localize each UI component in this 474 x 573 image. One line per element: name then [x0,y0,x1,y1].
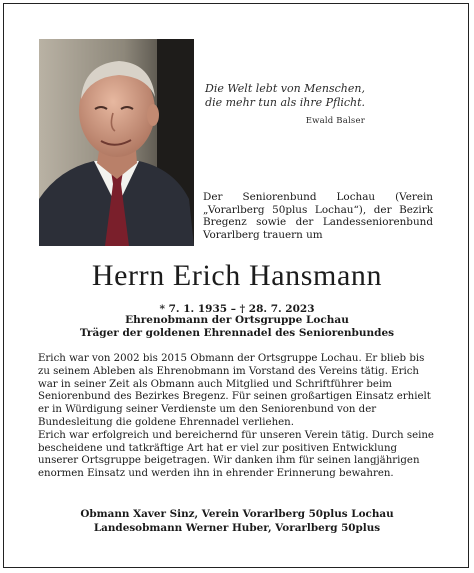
intro-text: Der Seniorenbund Lochau (Verein „Vorarlberg 50plus Lochau“), der Bezirk Bregenz sowie der Landesseniorenbund Vorarlberg trauern um [203,191,433,241]
signer-line: Landesobmann Werner Huber, Vorarlberg 50plus [93,521,381,534]
obituary-body [38,353,436,481]
life-dates: * 7. 1. 1935 – † 28. 7. 2023 [159,303,315,315]
quote-line: Die Welt lebt von Menschen, [205,82,365,95]
honorary-titles [0,314,474,339]
signatories [0,508,474,535]
title-line: Ehrenobmann der Ortsgruppe Lochau [125,314,349,326]
deceased-name: Herrn Erich Hansmann [91,259,383,292]
title-line: Träger der goldenen Ehrennadel des Seniorenbundes [79,326,395,339]
body-paragraph: Erich war erfolgreich und bereichernd für unseren Verein tätig. Durch seine bescheidene und tatkräftige Art hat er viel zur positiven Entwicklung unserer Ortsgruppe beigetragen. Wir danken ihm für seinen langjährigen enormen Einsatz und werden ihn in ehrender Erinnerung bewahren. [38,429,434,480]
portrait-photo [39,39,194,246]
body-paragraph: Erich war von 2002 bis 2015 Obmann der Ortsgruppe Lochau. Er blieb bis zu seinem Ableben als Ehrenobmann im Vorstand des Vereins tätig. Erich war in seiner Zeit als Obmann auch Mitglied und Schriftführer beim Seniorenbund des Bezirkes Bregenz. Für seinen großartigen Einsatz erhielt er in Würdigung seiner Verdienste um den Seniorenbund von der Bundesleitung die goldene Ehrennadel verliehen. [38,353,431,428]
quote-author: Ewald Balser [305,116,365,126]
signer-line: Obmann Xaver Sinz, Verein Vorarlberg 50plus Lochau [80,508,394,520]
memorial-quote [205,82,365,128]
quote-line: die mehr tun als ihre Pflicht. [205,96,365,109]
